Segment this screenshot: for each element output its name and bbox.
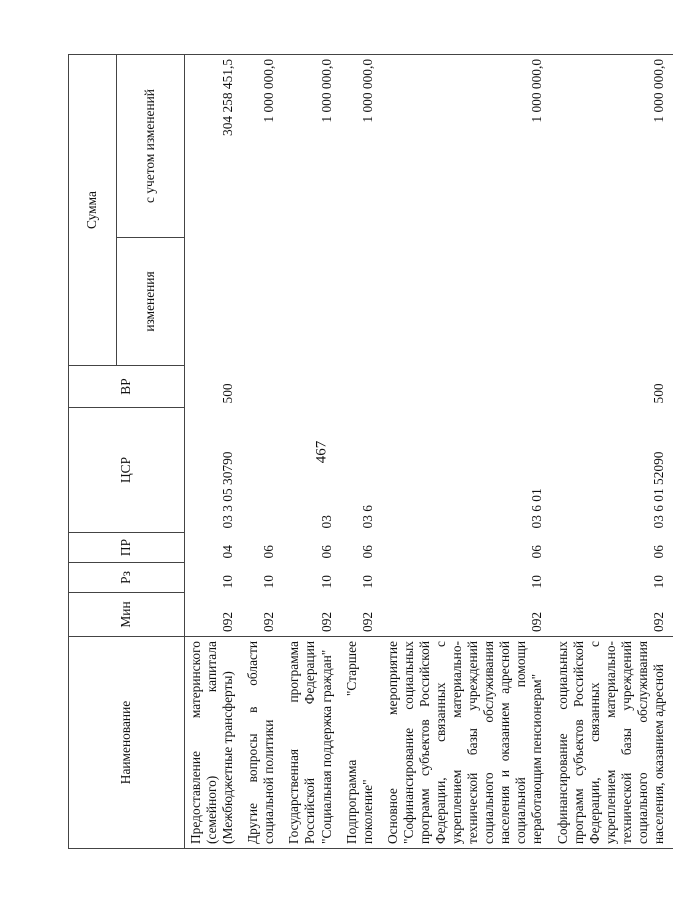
row-csr: 03 6 01 52090: [651, 451, 667, 529]
row-pr: 06: [318, 545, 334, 559]
row-name: Основное мероприятие "Софинансирование социальных программ субъектов Российской Федерации, связанных с укреплением материально-технической базы учреждений социального обслуживания населения и оказанием адресной социальной помощи неработающим пенсионерам": [382, 637, 552, 849]
row-changes: [185, 238, 243, 366]
row-changes: [341, 238, 382, 366]
row-pr: 06: [651, 545, 667, 559]
page-number: 467: [313, 440, 330, 464]
header-pr: ПР: [69, 533, 185, 563]
row-name: Другие вопросы в области социальной политики: [242, 637, 283, 849]
row-min: 092: [529, 611, 545, 632]
row-changes: [382, 238, 552, 366]
row-pr: 04: [220, 545, 236, 559]
header-name: Наименование: [69, 637, 185, 849]
budget-table: [68, 54, 673, 849]
table-row: [341, 54, 382, 848]
row-csr: 03 3 05 30790: [220, 451, 236, 529]
row-vr: [382, 366, 552, 408]
row-name: Подпрограмма "Старшее поколение": [341, 637, 382, 849]
row-vr: 500: [220, 383, 236, 404]
row-min: 092: [318, 611, 334, 632]
table-row: [382, 54, 552, 848]
header-min: Мин: [69, 593, 185, 637]
row-rz: 10: [318, 575, 334, 589]
row-rz: 10: [651, 575, 667, 589]
table-row: [185, 54, 243, 848]
row-pr: 06: [261, 545, 277, 559]
row-rz: 10: [261, 575, 277, 589]
table-row: [283, 54, 340, 848]
row-csr: 03: [318, 515, 334, 529]
row-total: 1 000 000,0: [283, 54, 340, 237]
row-pr: 06: [529, 545, 545, 559]
row-total: 1 000 000,0: [382, 54, 552, 237]
row-rz: 10: [529, 575, 545, 589]
header-csr: ЦСР: [69, 408, 185, 533]
table-row: [552, 54, 673, 848]
row-pr: 06: [359, 545, 375, 559]
header-rz: Рз: [69, 563, 185, 593]
row-csr: 03 6: [359, 505, 375, 529]
row-name: Софинансирование социальных программ субъектов Российской Федерации, связанных с укреплением материально-технической базы учреждений социального обслуживания населения, оказанием адресной: [552, 637, 673, 849]
row-total: 1 000 000,0: [341, 54, 382, 237]
row-changes: [283, 238, 340, 366]
row-vr: [242, 366, 283, 408]
header-with-changes: с учетом изменений: [117, 54, 185, 237]
row-total: 1 000 000,0: [552, 54, 673, 237]
row-changes: [242, 238, 283, 366]
row-vr: [341, 366, 382, 408]
row-min: 092: [359, 611, 375, 632]
row-min: 092: [220, 611, 236, 632]
header-vr: ВР: [69, 366, 185, 408]
row-vr: 500: [651, 383, 667, 404]
row-csr: [242, 408, 283, 533]
row-rz: 10: [220, 575, 236, 589]
table-row: [242, 54, 283, 848]
row-csr: 03 6 01: [529, 488, 545, 529]
row-vr: [283, 366, 340, 408]
row-name: Предоставление материнского (семейного) капитала (Межбюджетные трансферты): [185, 637, 243, 849]
row-total: 1 000 000,0: [242, 54, 283, 237]
header-sum: Сумма: [69, 54, 117, 365]
header-changes: изменения: [117, 238, 185, 366]
row-total: 304 258 451,5: [185, 54, 243, 237]
row-changes: [552, 238, 673, 366]
row-name: Государственная программа Российской Федерации "Социальная поддержка граждан": [283, 637, 340, 849]
row-rz: 10: [359, 575, 375, 589]
row-min: 092: [261, 611, 277, 632]
row-min: 092: [651, 611, 667, 632]
rotated-table-container: [68, 55, 667, 849]
